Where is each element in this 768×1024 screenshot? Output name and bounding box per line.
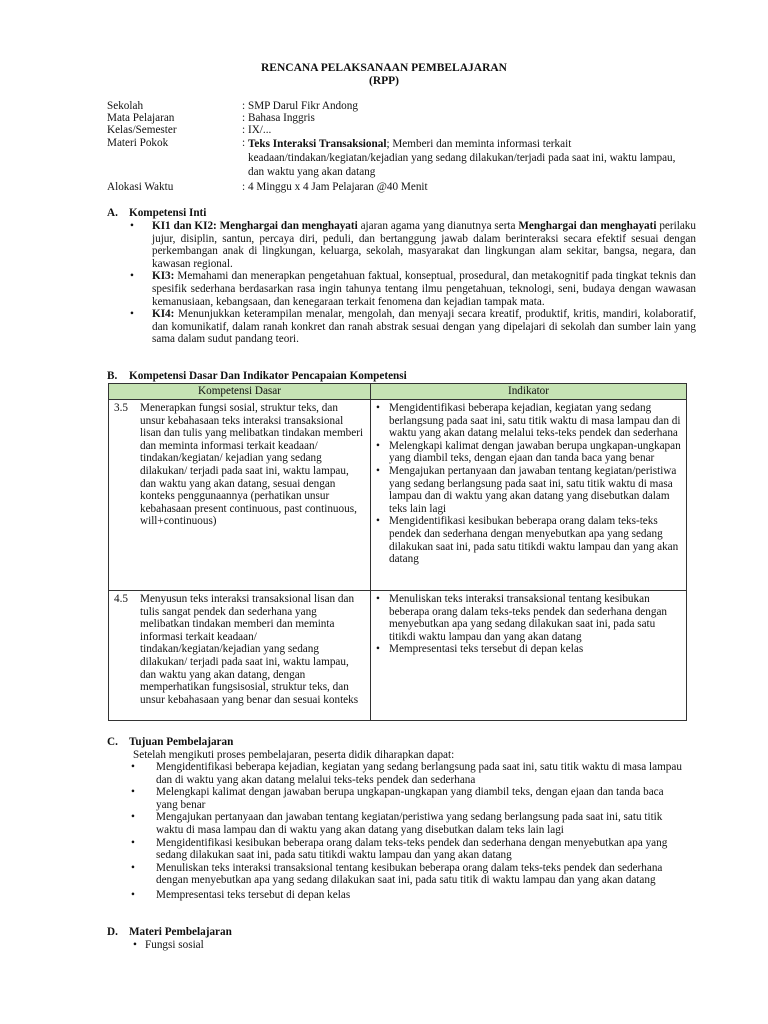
table-header-kd: Kompetensi Dasar (109, 384, 371, 400)
kd-text: Menyusun teks interaksi transaksional lisan dan tulis sangat pendek dan sederhana yang melibatkan tindakan memberi dan meminta informasi terkait keadaan/ tindakan/kegiatan/kejadian yang sedang dilakukan/ terjadi pada saat ini, waktu lampau, dan waktu yang akan datang, dengan memperhatikan fungsisosial, struktur teks, dan unsur kebahasaan yang benar dan sesuai konteks (140, 593, 359, 706)
list-item (131, 786, 688, 811)
table-row (109, 400, 687, 591)
bullet-icon: • (131, 836, 135, 849)
tujuan-text: Melengkapi kalimat dengan jawaban berupa ungkapan-ungkapan yang diambil teks, dengan ejaan dan tanda baca yang benar (156, 786, 664, 811)
bullet-icon: • (376, 643, 380, 656)
materi-list (133, 939, 204, 952)
indicator-text: Mengidentifikasi beberapa kejadian, kegiatan yang sedang berlangsung pada saat ini, satu titik waktu di masa lampau dan di waktu yang akan datang melalui teks-teks pendek dan sederhana (389, 402, 681, 440)
list-item (373, 465, 684, 515)
bullet-icon: • (131, 861, 135, 874)
section-title: Materi Pembelajaran (129, 926, 232, 938)
tujuan-list (131, 761, 688, 902)
indicator-text: Mengidentifikasi kesibukan beberapa orang dalam teks-teks pendek dan sederhana dengan menyebutkan apa yang sedang dilakukan saat ini, pada satu titikdi waktu lampau dan yang akan datang (389, 515, 679, 566)
identity-colon: : (242, 181, 246, 193)
identity-colon: : (242, 137, 246, 149)
ki-bold: Menghargai dan menghayati (518, 220, 657, 232)
list-item (131, 888, 688, 902)
list-item (131, 761, 688, 786)
bullet-icon: • (376, 402, 380, 414)
ki-text: Memahami dan menerapkan pengetahuan faktual, konseptual, prosedural, dan metakognitif pada tingkat teknis dan spesifik sederhana berdasarkan rasa ingin tahunya tentang ilmu pengetahuan, teknologi, seni, budaya dengan wawasan kemanusiaan, kebangsaan, dan kenegaraan terkait fenomena dan kejadian tampak mata. (152, 270, 696, 308)
identity-label-kelas: Kelas/Semester (107, 124, 177, 136)
ki-bold: KI3: (152, 270, 175, 283)
section-c-heading (107, 736, 233, 749)
bullet-icon: • (130, 270, 134, 283)
indicator-cell (371, 591, 687, 721)
list-item (373, 402, 684, 440)
section-b-heading (107, 370, 407, 383)
section-a-heading (107, 207, 206, 220)
ki-text: perilaku jujur, disiplin, santun, percaya diri, peduli, dan bertanggung jawab dalam berinteraksi secara efektif sesuai dengan perkembangan anak di lingkungan, keluarga, sekolah, masyarakat dan lingkungan alam sekitar, bangsa, negara, dan kawasan regional. (152, 220, 696, 270)
identity-value-mapel: Bahasa Inggris (248, 112, 315, 124)
tujuan-intro: Setelah mengikuti proses pembelajaran, peserta didik diharapkan dapat: (133, 749, 455, 761)
materi-bold: Teks Interaksi Transaksional (248, 138, 387, 150)
list-item (373, 515, 684, 565)
identity-value-materi (248, 137, 688, 180)
identity-value-alokasi: 4 Minggu x 4 Jam Pelajaran @40 Menit (248, 181, 428, 193)
identity-colon: : (242, 112, 246, 124)
section-title: Kompetensi Inti (129, 207, 207, 219)
section-letter: A. (107, 207, 118, 219)
table-header-row (109, 384, 687, 400)
bullet-icon: • (376, 439, 380, 452)
ki-list (130, 220, 696, 346)
table-header-indikator: Indikator (371, 384, 687, 400)
tujuan-text: Mengidentifikasi kesibukan beberapa orang dalam teks-teks pendek dan sederhana dengan menyebutkan apa yang sedang dilakukan saat ini, pada satu titikdi waktu lampau dan yang akan datang (156, 836, 668, 862)
list-item (131, 811, 688, 836)
identity-colon: : (242, 124, 246, 136)
bullet-icon: • (131, 888, 135, 901)
list-item (131, 836, 688, 862)
materi-text: Fungsi sosial (145, 939, 204, 951)
kd-cell (109, 400, 371, 591)
list-item (373, 440, 684, 465)
kd-number: 4.5 (114, 593, 128, 605)
indicator-list (373, 593, 684, 656)
bullet-icon: • (376, 464, 380, 477)
bullet-icon: • (376, 593, 380, 605)
ki-bold: KI4: (152, 308, 175, 321)
ki-text: Menunjukkan keterampilan menalar, mengolah, dan menyaji secara kreatif, produktif, kritis, mandiri, kolaboratif, dan komunikatif, dalam ranah konkret dan ranah abstrak sesuai dengan yang dipelajari di sekolah dan sumber lain yang sama dalam sudut pandang teori. (152, 308, 696, 346)
indicator-cell (371, 400, 687, 591)
list-item (373, 643, 684, 656)
list-item (131, 861, 688, 887)
tujuan-text: Menuliskan teks interaksi transaksional tentang kesibukan beberapa orang dalam teks-teks pendek dan sederhana dengan menyebutkan apa yang sedang dilakukan saat ini, pada satu titik di waktu lampau dan yang akan datang (156, 861, 663, 887)
identity-label-alokasi: Alokasi Waktu (107, 181, 174, 193)
tujuan-text: Mengajukan pertanyaan dan jawaban tentang kegiatan/peristiwa yang sedang berlangsung pada saat ini, satu titik waktu di masa lampau dan di waktu yang akan datang yang disebutkan dalam teks lain lagi (156, 811, 663, 836)
indicator-text: Mempresentasi teks tersebut di depan kelas (389, 643, 584, 656)
indicator-list (373, 402, 684, 566)
bullet-icon: • (131, 786, 135, 799)
list-item (373, 593, 684, 643)
section-title: Kompetensi Dasar Dan Indikator Pencapaian Kompetensi (129, 370, 407, 382)
kd-table (108, 383, 687, 721)
bullet-icon: • (130, 220, 134, 232)
section-letter: B. (107, 370, 118, 382)
section-title: Tujuan Pembelajaran (129, 736, 234, 748)
list-item (130, 308, 696, 346)
tujuan-text: Mengidentifikasi beberapa kejadian, kegiatan yang sedang berlangsung pada saat ini, satu titik waktu di masa lampau dan di waktu yang akan datang melalui teks-teks pendek dan sederhana (156, 761, 682, 786)
list-item (130, 270, 696, 308)
materi-text: ; Memberi dan meminta informasi terkait keadaan/tindakan/kegiatan/kejadian yang sedang dilakukan/terjadi pada saat ini, waktu lampau, dan waktu yang akan datang (248, 138, 676, 179)
bullet-icon: • (133, 939, 137, 951)
list-item (130, 220, 696, 270)
tujuan-text: Mempresentasi teks tersebut di depan kelas (156, 888, 351, 901)
kd-text: Menerapkan fungsi sosial, struktur teks, dan unsur kebahasaan teks interaksi transaksional lisan dan tulis yang melibatkan tindakan memberi dan meminta informasi terkait keadaan/ tindakan/kegiatan/ kejadian yang sedang dilakukan/ terjadi pada saat ini, waktu lampau, dan waktu yang akan datang, sesuai dengan konteks penggunaannya (perhatikan unsur kebahasaan present continuous, past continuous, will+continuous) (140, 402, 364, 528)
identity-label-sekolah: Sekolah (107, 100, 144, 112)
kd-number: 3.5 (114, 402, 128, 414)
indicator-text: Menuliskan teks interaksi transaksional tentang kesibukan beberapa orang dalam teks-teks pendek dan sederhana dengan menyebutkan apa yang sedang dilakukan saat ini, pada satu titikdi waktu lampau dan yang akan datang (389, 593, 668, 643)
bullet-icon: • (131, 811, 135, 824)
kd-cell (109, 591, 371, 721)
bullet-icon: • (130, 308, 134, 321)
document-subtitle: (RPP) (368, 75, 399, 87)
table-row (109, 591, 687, 721)
indicator-text: Mengajukan pertanyaan dan jawaban tentang kegiatan/peristiwa yang sedang berlangsung pada saat ini, satu titik waktu di masa lampau dan di waktu yang akan datang yang disebutkan dalam teks lain lagi (389, 464, 677, 515)
indicator-text: Melengkapi kalimat dengan jawaban berupa ungkapan-ungkapan yang diambil teks, dengan ejaan dan tanda baca yang benar (389, 439, 681, 465)
ki-text: ajaran agama yang dianutnya serta (357, 220, 519, 232)
ki-bold: KI1 dan KI2: Menghargai dan menghayati (152, 220, 358, 232)
identity-colon: : (242, 100, 246, 112)
list-item (133, 939, 204, 952)
section-d-heading (107, 926, 232, 939)
document-title: RENCANA PELAKSANAAN PEMBELAJARAN (261, 62, 507, 74)
bullet-icon: • (131, 761, 135, 773)
identity-value-kelas: IX/... (248, 124, 272, 136)
identity-value-sekolah: SMP Darul Fikr Andong (248, 100, 358, 112)
section-letter: C. (107, 736, 118, 748)
section-letter: D. (107, 926, 118, 938)
identity-label-materi: Materi Pokok (107, 137, 169, 149)
bullet-icon: • (376, 515, 380, 528)
identity-label-mapel: Mata Pelajaran (107, 112, 175, 124)
